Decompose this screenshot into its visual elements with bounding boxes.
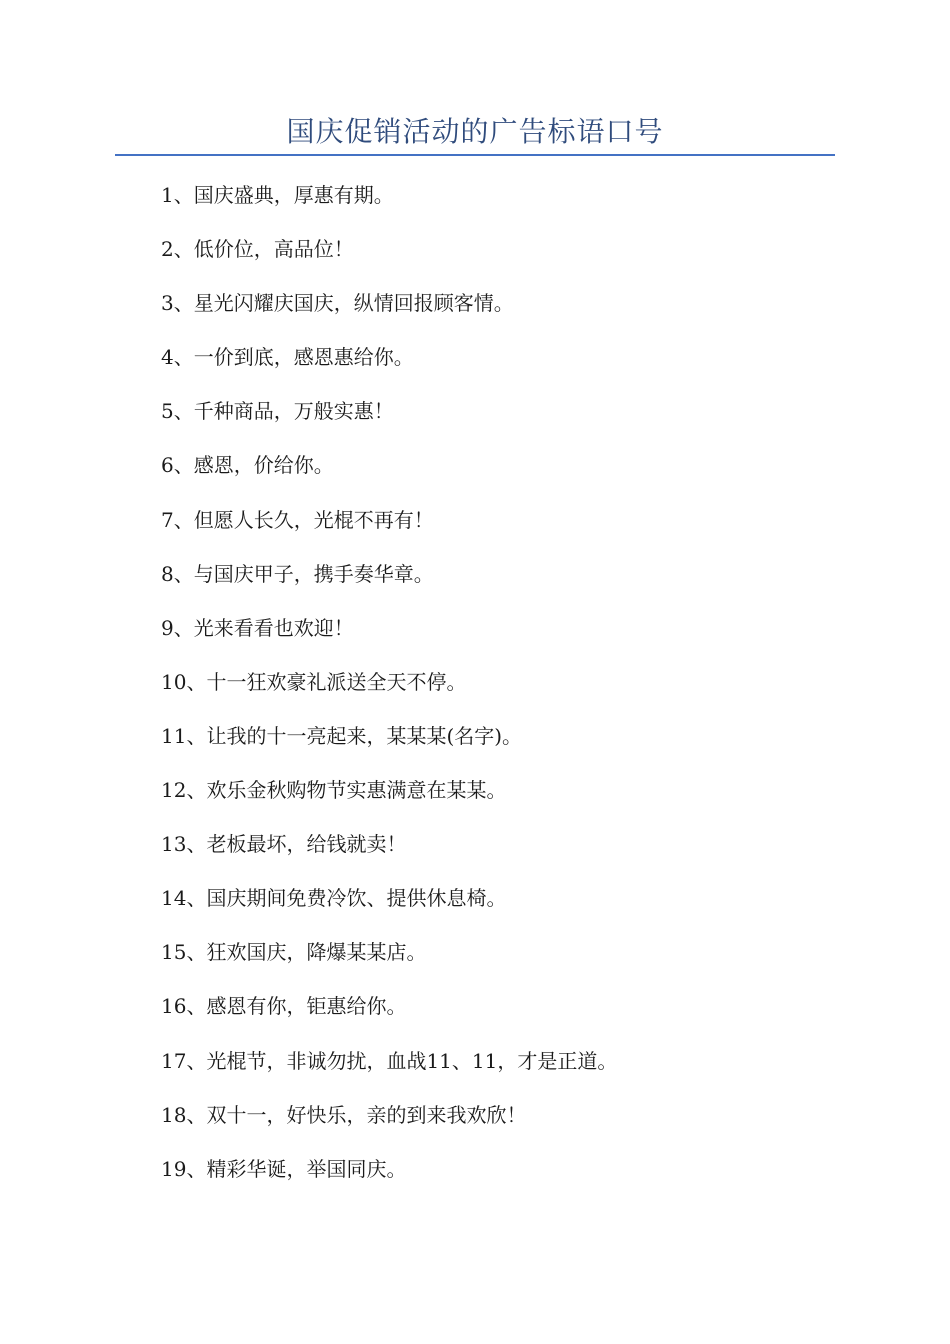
slogan-item-11: 11、让我的十一亮起来，某某某(名字)。	[161, 723, 523, 748]
slogan-item-8: 8、与国庆甲子，携手奏华章。	[161, 561, 434, 586]
slogan-item-14: 14、国庆期间免费冷饮、提供休息椅。	[161, 886, 507, 911]
slogan-item-3: 3、星光闪耀庆国庆，纵情回报顾客情。	[161, 291, 514, 316]
slogan-item-18: 18、双十一，好快乐，亲的到来我欢欣！	[161, 1102, 527, 1127]
slogan-item-19: 19、精彩华诞，举国同庆。	[161, 1156, 407, 1181]
slogan-item-2: 2、低价位，高品位！	[161, 237, 354, 262]
title-underline	[115, 154, 835, 156]
slogan-item-12: 12、欢乐金秋购物节实惠满意在某某。	[161, 778, 507, 803]
page-title: 国庆促销活动的广告标语口号	[286, 115, 664, 148]
slogan-item-6: 6、感恩，价给你。	[161, 453, 334, 478]
slogan-item-4: 4、一价到底，感恩惠给你。	[161, 345, 414, 370]
slogan-item-13: 13、老板最坏，给钱就卖！	[161, 832, 407, 857]
slogan-item-16: 16、感恩有你，钜惠给你。	[161, 994, 407, 1019]
slogan-item-1: 1、国庆盛典，厚惠有期。	[161, 183, 394, 207]
slogan-item-17: 17、光棍节，非诚勿扰，血战11、11，才是正道。	[161, 1048, 618, 1073]
slogan-item-9: 9、光来看看也欢迎！	[161, 615, 354, 640]
slogan-item-15: 15、狂欢国庆，降爆某某店。	[161, 940, 427, 965]
slogan-item-5: 5、千种商品，万般实惠！	[161, 399, 394, 424]
slogan-item-7: 7、但愿人长久，光棍不再有！	[161, 507, 434, 532]
slogan-item-10: 10、十一狂欢豪礼派送全天不停。	[161, 669, 467, 694]
slogan-list	[161, 178, 617, 1206]
